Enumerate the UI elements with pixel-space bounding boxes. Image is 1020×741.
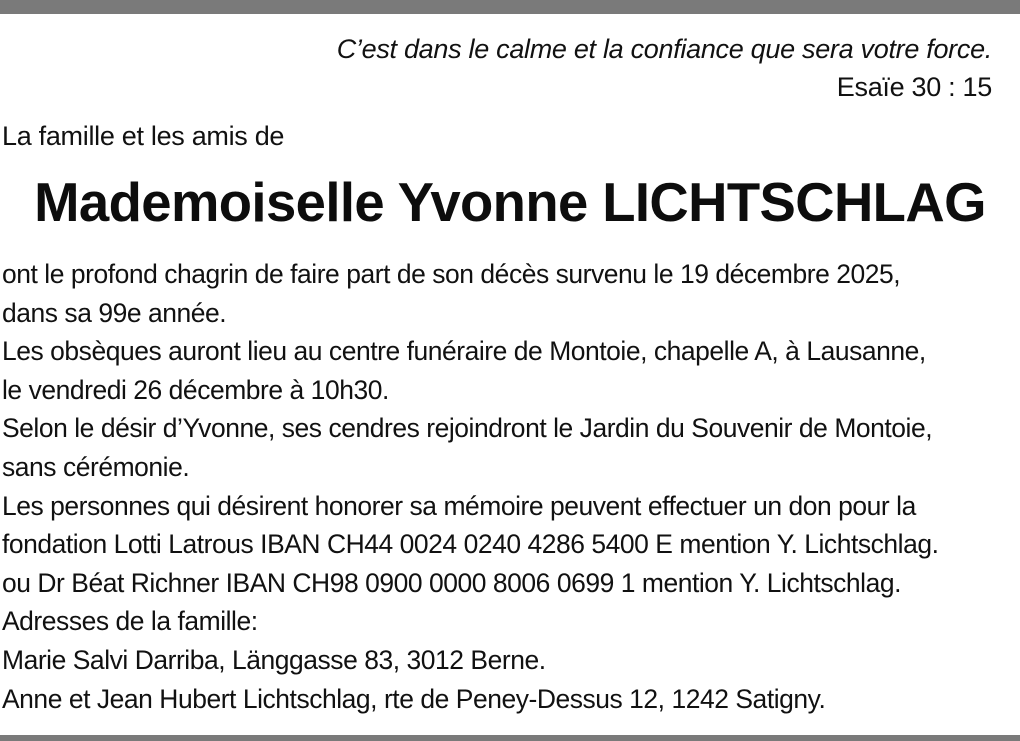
body-line: dans sa 99e année. [2,297,227,328]
top-rule [0,0,1020,14]
deceased-name: Mademoiselle Yvonne LICHTSCHLAG [34,172,986,233]
bible-quote: C’est dans le calme et la confiance que sera votre force. [336,34,992,64]
family-address: Marie Salvi Darriba, Länggasse 83, 3012 Berne. [2,644,546,675]
epigraph [337,30,992,106]
body-line: Les obsèques auront lieu au centre funéraire de Montoie, chapelle A, à Lausanne, [2,336,926,367]
bottom-rule [0,735,1020,741]
announcement-body [2,255,1020,718]
body-line: le vendredi 26 décembre à 10h30. [2,374,389,405]
family-addresses-heading: Adresses de la famille: [2,606,258,637]
body-line: Les personnes qui désirent honorer sa mémoire peuvent effectuer un don pour la [2,490,916,521]
family-address: Anne et Jean Hubert Lichtschlag, rte de Peney-Dessus 12, 1242 Satigny. [2,683,826,714]
body-line: Selon le désir d’Yvonne, ses cendres rejoindront le Jardin du Souvenir de Montoie, [2,413,933,444]
body-line: sans cérémonie. [2,451,190,482]
body-line: fondation Lotti Latrous IBAN CH44 0024 0240 4286 5400 E mention Y. Lichtschlag. [2,529,939,560]
intro-line: La famille et les amis de [2,121,285,151]
body-line: ont le profond chagrin de faire part de son décès survenu le 19 décembre 2025, [2,259,901,289]
bible-reference: Esaïe 30 : 15 [836,72,992,102]
body-line: ou Dr Béat Richner IBAN CH98 0900 0000 8006 0699 1 mention Y. Lichtschlag. [2,567,901,598]
